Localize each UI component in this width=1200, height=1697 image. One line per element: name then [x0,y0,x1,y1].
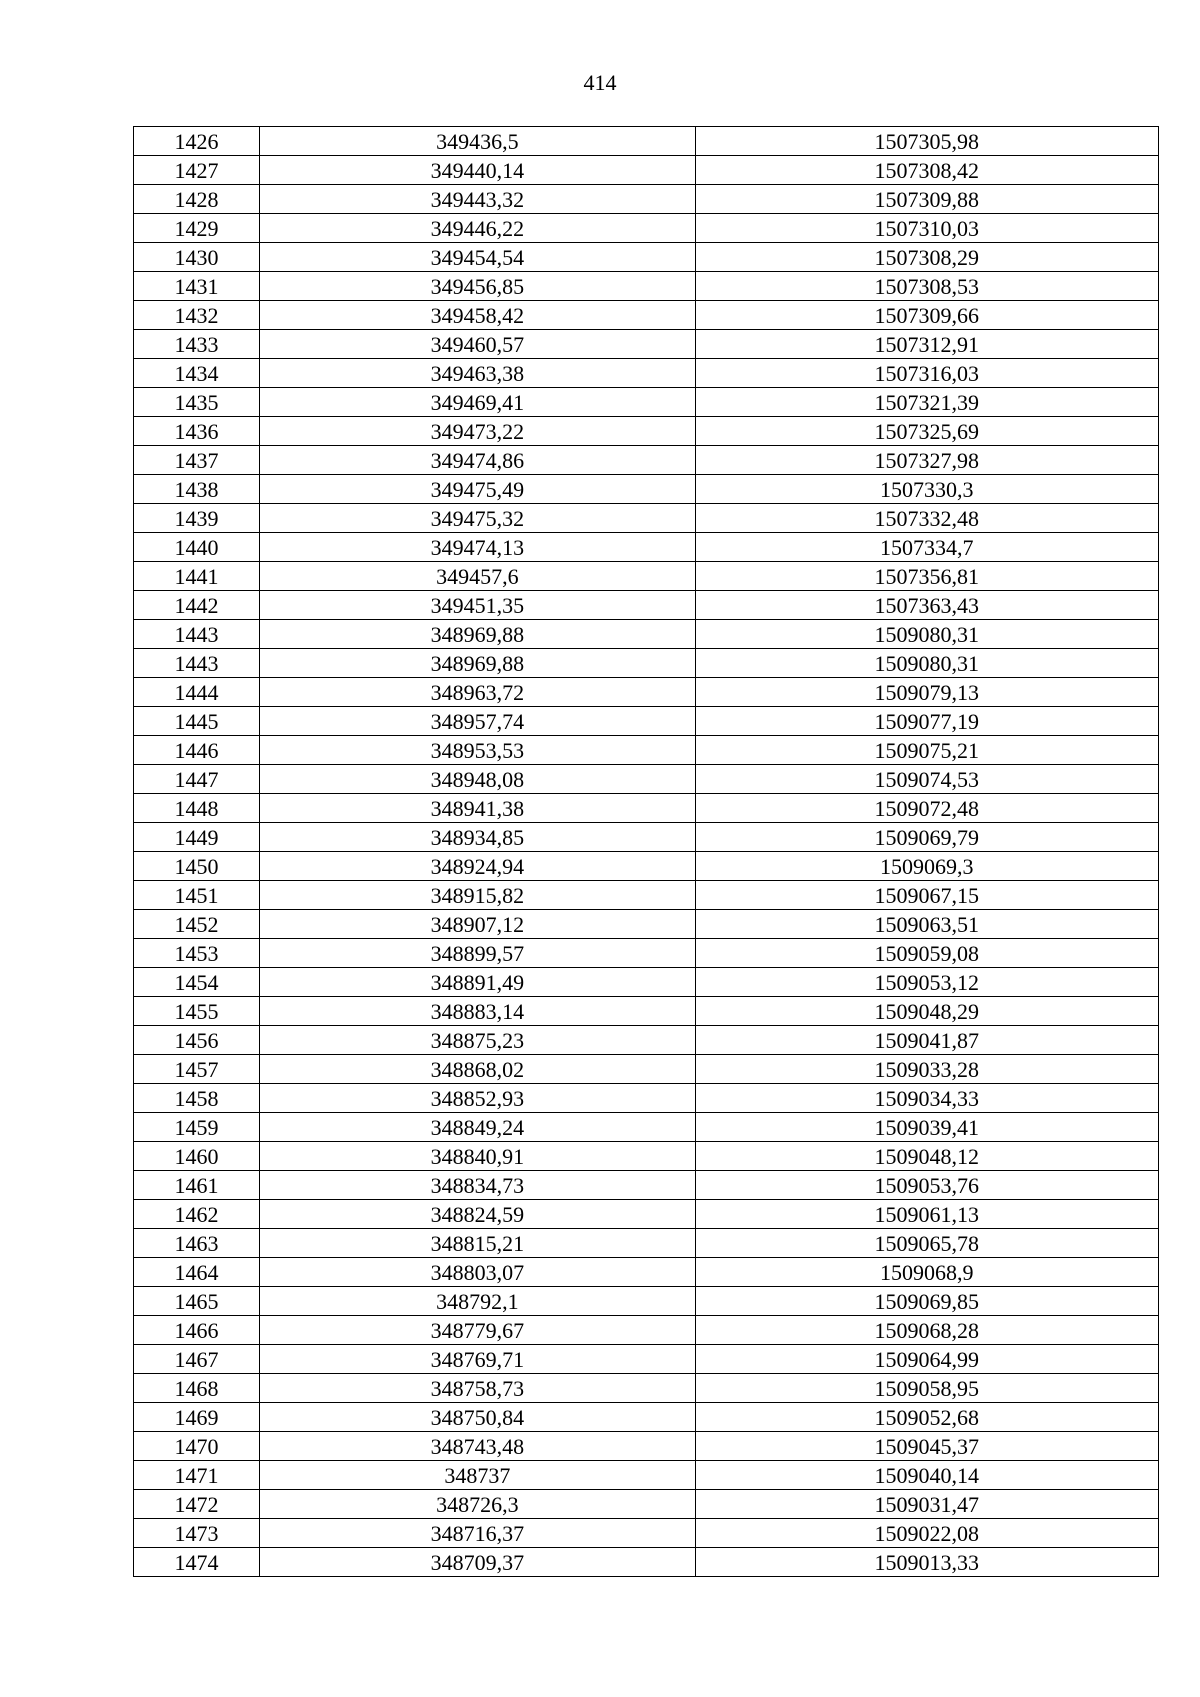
point-number-cell: 1426 [134,127,260,156]
x-coordinate-cell: 348934,85 [260,823,695,852]
point-number-cell: 1427 [134,156,260,185]
table-row [134,127,1159,156]
y-coordinate-cell: 1507356,81 [695,562,1158,591]
y-coordinate-cell: 1507308,42 [695,156,1158,185]
y-coordinate-cell: 1509033,28 [695,1055,1158,1084]
y-coordinate-cell: 1507327,98 [695,446,1158,475]
table-row [134,736,1159,765]
page-number: 414 [583,70,617,95]
x-coordinate-cell: 348907,12 [260,910,695,939]
point-number-cell: 1450 [134,852,260,881]
table-row [134,1345,1159,1374]
x-coordinate-cell: 348969,88 [260,620,695,649]
table-row [134,591,1159,620]
point-number-cell: 1432 [134,301,260,330]
x-coordinate-cell: 348875,23 [260,1026,695,1055]
table-row [134,272,1159,301]
table-row [134,388,1159,417]
point-number-cell: 1456 [134,1026,260,1055]
y-coordinate-cell: 1509072,48 [695,794,1158,823]
table-row [134,1490,1159,1519]
point-number-cell: 1473 [134,1519,260,1548]
point-number-cell: 1433 [134,330,260,359]
point-number-cell: 1451 [134,881,260,910]
point-number-cell: 1455 [134,997,260,1026]
table-row [134,1142,1159,1171]
y-coordinate-cell: 1509068,9 [695,1258,1158,1287]
table-row [134,881,1159,910]
y-coordinate-cell: 1509022,08 [695,1519,1158,1548]
x-coordinate-cell: 349446,22 [260,214,695,243]
point-number-cell: 1447 [134,765,260,794]
point-number-cell: 1434 [134,359,260,388]
y-coordinate-cell: 1509069,3 [695,852,1158,881]
point-number-cell: 1443 [134,649,260,678]
table-row [134,707,1159,736]
table-row [134,1287,1159,1316]
x-coordinate-cell: 349456,85 [260,272,695,301]
point-number-cell: 1443 [134,620,260,649]
point-number-cell: 1469 [134,1403,260,1432]
y-coordinate-cell: 1507325,69 [695,417,1158,446]
point-number-cell: 1442 [134,591,260,620]
table-row [134,1374,1159,1403]
y-coordinate-cell: 1509064,99 [695,1345,1158,1374]
y-coordinate-cell: 1509077,19 [695,707,1158,736]
point-number-cell: 1468 [134,1374,260,1403]
x-coordinate-cell: 349454,54 [260,243,695,272]
point-number-cell: 1431 [134,272,260,301]
table-row [134,910,1159,939]
table-row [134,301,1159,330]
table-row [134,1258,1159,1287]
table-row [134,504,1159,533]
x-coordinate-cell: 349460,57 [260,330,695,359]
y-coordinate-cell: 1509063,51 [695,910,1158,939]
x-coordinate-cell: 348963,72 [260,678,695,707]
y-coordinate-cell: 1509068,28 [695,1316,1158,1345]
table-row [134,1113,1159,1142]
y-coordinate-cell: 1509067,15 [695,881,1158,910]
x-coordinate-cell: 348815,21 [260,1229,695,1258]
y-coordinate-cell: 1509061,13 [695,1200,1158,1229]
x-coordinate-cell: 349475,32 [260,504,695,533]
y-coordinate-cell: 1509053,12 [695,968,1158,997]
table-row [134,1461,1159,1490]
point-number-cell: 1453 [134,939,260,968]
x-coordinate-cell: 348779,67 [260,1316,695,1345]
y-coordinate-cell: 1507363,43 [695,591,1158,620]
y-coordinate-cell: 1507330,3 [695,475,1158,504]
table-row [134,794,1159,823]
point-number-cell: 1428 [134,185,260,214]
y-coordinate-cell: 1509080,31 [695,649,1158,678]
x-coordinate-cell: 348969,88 [260,649,695,678]
x-coordinate-cell: 348792,1 [260,1287,695,1316]
point-number-cell: 1461 [134,1171,260,1200]
table-row [134,997,1159,1026]
x-coordinate-cell: 349436,5 [260,127,695,156]
x-coordinate-cell: 348824,59 [260,1200,695,1229]
y-coordinate-cell: 1507334,7 [695,533,1158,562]
y-coordinate-cell: 1507312,91 [695,330,1158,359]
table-row [134,417,1159,446]
x-coordinate-cell: 348750,84 [260,1403,695,1432]
y-coordinate-cell: 1507332,48 [695,504,1158,533]
point-number-cell: 1439 [134,504,260,533]
point-number-cell: 1465 [134,1287,260,1316]
table-row [134,1055,1159,1084]
table-row [134,1316,1159,1345]
y-coordinate-cell: 1507309,66 [695,301,1158,330]
table-row [134,156,1159,185]
table-row [134,823,1159,852]
point-number-cell: 1463 [134,1229,260,1258]
table-row [134,330,1159,359]
table-row [134,1171,1159,1200]
point-number-cell: 1448 [134,794,260,823]
table-row [134,1432,1159,1461]
point-number-cell: 1436 [134,417,260,446]
table-row [134,939,1159,968]
point-number-cell: 1454 [134,968,260,997]
x-coordinate-cell: 348924,94 [260,852,695,881]
table-row [134,562,1159,591]
y-coordinate-cell: 1509052,68 [695,1403,1158,1432]
x-coordinate-cell: 348941,38 [260,794,695,823]
y-coordinate-cell: 1509041,87 [695,1026,1158,1055]
point-number-cell: 1444 [134,678,260,707]
point-number-cell: 1441 [134,562,260,591]
x-coordinate-cell: 348758,73 [260,1374,695,1403]
point-number-cell: 1467 [134,1345,260,1374]
x-coordinate-cell: 349457,6 [260,562,695,591]
point-number-cell: 1429 [134,214,260,243]
point-number-cell: 1440 [134,533,260,562]
table-row [134,1200,1159,1229]
point-number-cell: 1464 [134,1258,260,1287]
table-row [134,359,1159,388]
point-number-cell: 1474 [134,1548,260,1577]
x-coordinate-cell: 348849,24 [260,1113,695,1142]
x-coordinate-cell: 348899,57 [260,939,695,968]
y-coordinate-cell: 1509079,13 [695,678,1158,707]
y-coordinate-cell: 1509069,79 [695,823,1158,852]
x-coordinate-cell: 349474,86 [260,446,695,475]
point-number-cell: 1435 [134,388,260,417]
x-coordinate-cell: 348883,14 [260,997,695,1026]
x-coordinate-cell: 348868,02 [260,1055,695,1084]
y-coordinate-cell: 1509045,37 [695,1432,1158,1461]
table-row [134,446,1159,475]
y-coordinate-cell: 1509058,95 [695,1374,1158,1403]
table-row [134,243,1159,272]
point-number-cell: 1445 [134,707,260,736]
point-number-cell: 1449 [134,823,260,852]
y-coordinate-cell: 1507308,29 [695,243,1158,272]
y-coordinate-cell: 1507309,88 [695,185,1158,214]
point-number-cell: 1470 [134,1432,260,1461]
x-coordinate-cell: 349443,32 [260,185,695,214]
y-coordinate-cell: 1507310,03 [695,214,1158,243]
table-row [134,185,1159,214]
y-coordinate-cell: 1509034,33 [695,1084,1158,1113]
x-coordinate-cell: 349474,13 [260,533,695,562]
table-row [134,1229,1159,1258]
table-body [134,127,1159,1577]
table-row [134,1084,1159,1113]
point-number-cell: 1457 [134,1055,260,1084]
table-row [134,533,1159,562]
y-coordinate-cell: 1509075,21 [695,736,1158,765]
y-coordinate-cell: 1509048,29 [695,997,1158,1026]
y-coordinate-cell: 1507321,39 [695,388,1158,417]
x-coordinate-cell: 348840,91 [260,1142,695,1171]
x-coordinate-cell: 349440,14 [260,156,695,185]
table-row [134,214,1159,243]
point-number-cell: 1446 [134,736,260,765]
point-number-cell: 1462 [134,1200,260,1229]
table-row [134,765,1159,794]
table-row [134,475,1159,504]
x-coordinate-cell: 348726,3 [260,1490,695,1519]
x-coordinate-cell: 348769,71 [260,1345,695,1374]
y-coordinate-cell: 1509074,53 [695,765,1158,794]
x-coordinate-cell: 349473,22 [260,417,695,446]
x-coordinate-cell: 348803,07 [260,1258,695,1287]
point-number-cell: 1437 [134,446,260,475]
y-coordinate-cell: 1509040,14 [695,1461,1158,1490]
x-coordinate-cell: 349458,42 [260,301,695,330]
table-row [134,649,1159,678]
point-number-cell: 1459 [134,1113,260,1142]
table-row [134,1519,1159,1548]
x-coordinate-cell: 348957,74 [260,707,695,736]
x-coordinate-cell: 348953,53 [260,736,695,765]
y-coordinate-cell: 1507308,53 [695,272,1158,301]
table-row [134,1548,1159,1577]
x-coordinate-cell: 348915,82 [260,881,695,910]
point-number-cell: 1452 [134,910,260,939]
x-coordinate-cell: 348737 [260,1461,695,1490]
point-number-cell: 1458 [134,1084,260,1113]
y-coordinate-cell: 1509031,47 [695,1490,1158,1519]
x-coordinate-cell: 348716,37 [260,1519,695,1548]
table-row [134,968,1159,997]
y-coordinate-cell: 1509013,33 [695,1548,1158,1577]
y-coordinate-cell: 1509069,85 [695,1287,1158,1316]
y-coordinate-cell: 1507316,03 [695,359,1158,388]
y-coordinate-cell: 1509080,31 [695,620,1158,649]
point-number-cell: 1430 [134,243,260,272]
x-coordinate-cell: 348743,48 [260,1432,695,1461]
x-coordinate-cell: 349469,41 [260,388,695,417]
table-row [134,852,1159,881]
table-row [134,620,1159,649]
point-number-cell: 1472 [134,1490,260,1519]
x-coordinate-cell: 349451,35 [260,591,695,620]
y-coordinate-cell: 1509048,12 [695,1142,1158,1171]
coordinates-table [133,126,1159,1577]
y-coordinate-cell: 1509059,08 [695,939,1158,968]
point-number-cell: 1466 [134,1316,260,1345]
table-row [134,678,1159,707]
point-number-cell: 1438 [134,475,260,504]
x-coordinate-cell: 349475,49 [260,475,695,504]
x-coordinate-cell: 348709,37 [260,1548,695,1577]
y-coordinate-cell: 1509053,76 [695,1171,1158,1200]
table-row [134,1403,1159,1432]
x-coordinate-cell: 348834,73 [260,1171,695,1200]
x-coordinate-cell: 348891,49 [260,968,695,997]
table-row [134,1026,1159,1055]
y-coordinate-cell: 1509039,41 [695,1113,1158,1142]
y-coordinate-cell: 1507305,98 [695,127,1158,156]
point-number-cell: 1460 [134,1142,260,1171]
x-coordinate-cell: 348948,08 [260,765,695,794]
x-coordinate-cell: 349463,38 [260,359,695,388]
point-number-cell: 1471 [134,1461,260,1490]
y-coordinate-cell: 1509065,78 [695,1229,1158,1258]
x-coordinate-cell: 348852,93 [260,1084,695,1113]
